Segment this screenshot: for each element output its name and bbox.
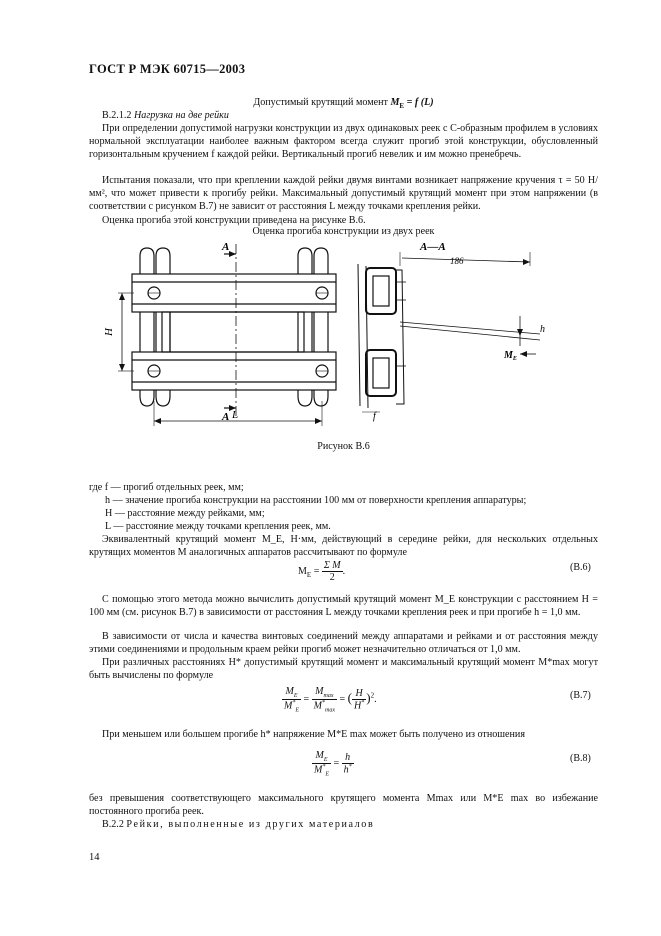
section-title-prefix: Допустимый крутящий момент [253,97,391,108]
subsection-heading-b212 [89,109,598,122]
bottom-rail [132,352,336,390]
paragraph-5: С помощью этого метода можно вычислить допустимый крутящий момент M_E конструкции с расстоянием H = 100 мм (см. рисунок В.7) в зависимости от расстояния L между точками крепления реек и при прогибе h = 1,0 мм. [89,594,598,619]
equation-b6-denominator: 2 [329,572,335,583]
equation-b6: $M_E$ = $\frac{\text{Σ M}}{2}$ . [298,560,346,583]
legend-H: Н — расстояние между рейками, мм; [105,508,265,519]
paragraph-2: Испытания показали, что при креплении каждой рейки двумя винтами возникает напряжение кручения τ = 50 Н/мм², что может привести к прогибу рейки. Максимальный допустимый крутящий момент при этом напряжении (в соответствии с рисунком В.7) не зависит от расстояния L между точками крепления рейки. [89,175,598,213]
figure-caption: Рисунок В.6 [317,441,370,452]
document-code: ГОСТ Р МЭК 60715—2003 [89,62,246,76]
equation-b6-number: (В.6) [570,562,591,573]
equation-b6-lhs-sub: E [306,570,312,579]
section-title-sub: E [399,102,405,111]
subsection-b22-title: Рейки, выполненные из других материалов [126,819,375,830]
section-title-symbol: M [390,97,400,108]
equation-b7-number: (В.7) [570,690,591,701]
subsection-b22-number: В.2.2 [102,819,124,830]
label-dimension-186: 186 [450,256,464,266]
label-section-a-top: A [222,241,230,253]
section-title-suffix: = f (L) [404,97,434,108]
legend-f: где f — прогиб отдельных реек, мм; [89,482,244,493]
paragraph-1: При определении допустимой нагрузки конструкции из двух одинаковых реек с С-образным профилем в условиях нормальной эксплуатации наиболее важным фактором всегда служит прогиб этой конструкции, обусловленный горизонтальным кручением f каждой рейки. Вертикальный прогиб невелик и им можно пренебречь. [89,123,598,161]
apparatus-body [162,312,304,352]
paragraph-3: Оценка прогиба этой конструкции приведена на рисунке В.6. [102,215,366,226]
label-dimension-h-upper: H [103,328,115,336]
equation-b6-numerator: Σ M [323,560,341,571]
section-view [358,252,540,412]
paragraph-7: При различных расстояниях H* допустимый крутящий момент и максимальный крутящий момент M*max могут быть вычислены по формуле [89,657,598,682]
equation-b6-tail: . [342,565,346,577]
paragraph-8: При меньшем или большем прогибе h* напряжение M*E max может быть получено из отношения [102,729,525,740]
label-moment: $M_E$ [504,350,517,362]
label-section-aa: A—A [420,241,446,253]
label-dimension-f: f [373,411,376,422]
top-rail [132,274,336,312]
label-dimension-l: L [232,409,239,421]
equation-b8-number: (В.8) [570,753,591,764]
legend-h: h — значение прогиба конструкции на расстоянии 100 мм от поверхности крепления аппаратуры; [105,495,527,506]
subsection-number: В.2.1.2 [102,110,132,121]
paragraph-4: Эквивалентный крутящий момент M_E, Н·мм, действующий в середине рейки, для нескольких отдельных крутящих моментов M аналогичных аппаратов рассчитывают по формуле [89,534,598,559]
equation-b7: $\frac{M_E}{M^*_E}$ = $\frac{M_{max}}{M^*_{max}}$ = ( $\frac{H}{H^*}$ )$^2$. [284,686,377,714]
paragraph-9: без превышения соответствующего максимального крутящего момента Mmax или M*E max во избежание постоянного прогиба реек. [89,793,598,818]
subsection-heading-b22 [89,818,598,831]
figure-b6-drawing [100,236,560,436]
label-dimension-h-lower: h [540,324,545,335]
equation-b8: $\frac{M_E}{M^*_E}$ = $\frac{h}{h^*}$ [314,750,352,778]
page-number: 14 [89,852,100,863]
label-section-a-bottom: A [222,411,230,423]
equation-b6-lhs: M [298,565,307,577]
paragraph-6: В зависимости от числа и качества винтовых соединений между аппаратами и рейками и от расстояния между этими соединениями и продольным краем рейки прогиб может незначительно отличаться от 1,0 мм. [89,631,598,656]
subsection-title: Нагрузка на две рейки [133,110,229,121]
legend-L: L — расстояние между точками крепления реек, мм. [105,521,331,532]
figure-title: Оценка прогиба конструкции из двух реек [252,226,435,237]
